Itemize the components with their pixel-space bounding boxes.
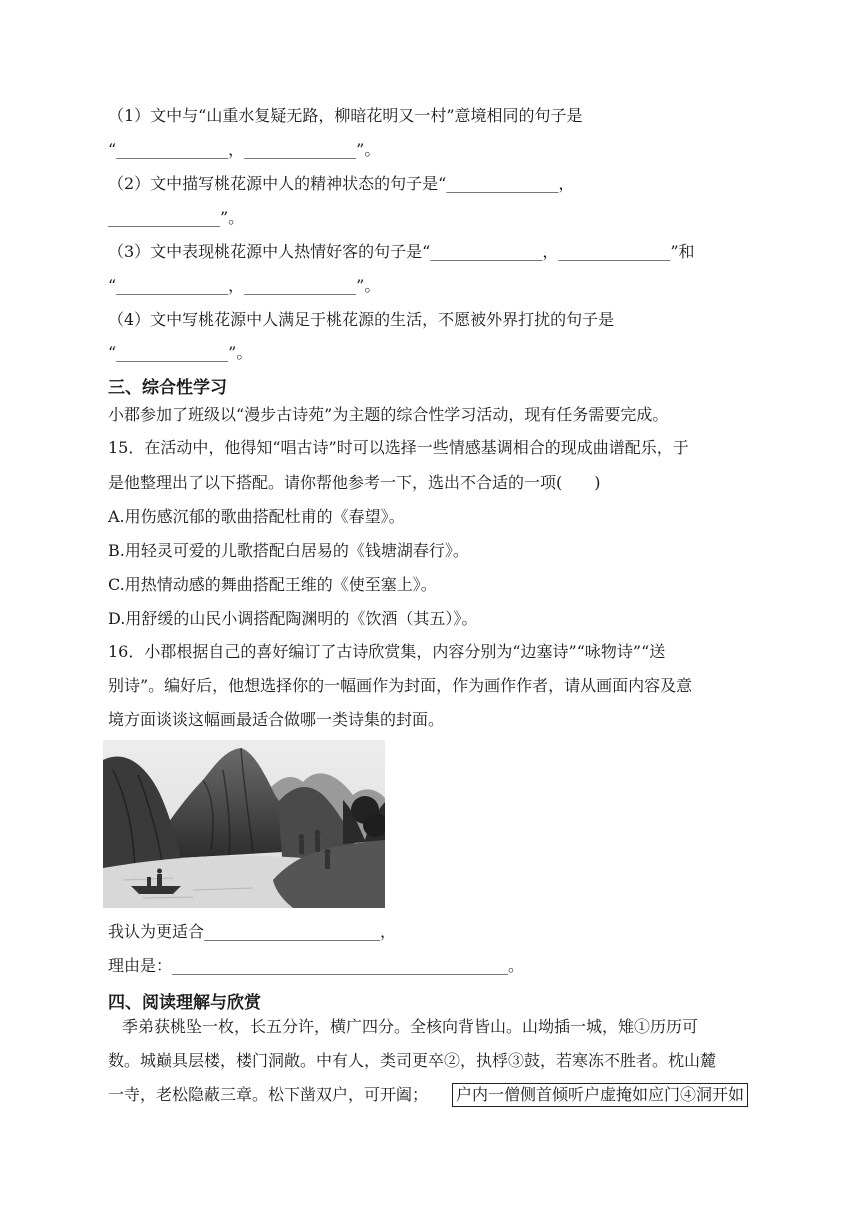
q15-option-c: C.用热情动感的舞曲搭配王维的《使至塞上》。 — [108, 575, 437, 594]
section3-intro: 小郡参加了班级以“漫步古诗苑”为主题的综合性学习活动，现有任务需要完成。 — [108, 405, 669, 424]
q15-option-b: B.用轻灵可爱的儿歌搭配白居易的《钱塘湖春行》。 — [108, 541, 469, 560]
passage-line-3: 一寺，老松隐蔽三章。松下凿双户，可开阖； — [108, 1085, 429, 1104]
q14-part2-line2: ______________”。 — [108, 208, 245, 227]
q14-part1-line2: “______________，______________”。 — [108, 140, 381, 159]
q15-line1: 15．在活动中，他得知“唱古诗”时可以选择一些情感基调相合的现成曲谱配乐，于 — [108, 438, 689, 457]
q16-line3: 境方面谈谈这幅画最适合做哪一类诗集的封面。 — [108, 710, 445, 729]
passage-boxed-sentence: 户内一僧侧首倾听户虚掩如应门④洞开如 — [452, 1083, 748, 1107]
q14-part4-line1: （4）文中写桃花源中人满足于桃花源的生活，不愿被外界打扰的句子是 — [108, 310, 615, 329]
q16-answer-choice: 我认为更适合______________________， — [108, 922, 397, 941]
q14-part3-line1: （3）文中表现桃花源中人热情好客的句子是“______________，______________”和 — [108, 242, 695, 261]
passage-line-1: 季弟获桃坠一枚，长五分许，横广四分。全核向背皆山。山坳插一城，雉①历历可 — [122, 1017, 699, 1036]
q14-part1-line1: （1）文中与“山重水复疑无路，柳暗花明又一村”意境相同的句子是 — [108, 106, 583, 125]
q15-option-a: A.用伤感沉郁的歌曲搭配杜甫的《春望》。 — [108, 507, 405, 526]
landscape-painting-image — [103, 740, 385, 908]
q15-option-d: D.用舒缓的山民小调搭配陶渊明的《饮酒（其五）》。 — [108, 609, 478, 628]
q14-part2-line1: （2）文中描写桃花源中人的精神状态的句子是“______________， — [108, 174, 575, 193]
q16-line1: 16．小郡根据自己的喜好编订了古诗欣赏集，内容分别为“边塞诗”“咏物诗”“送 — [108, 642, 666, 661]
passage-line-2: 数。城巅具层楼，楼门洞敞。中有人，类司更卒②，执桴③鼓，若寒冻不胜者。枕山麓 — [108, 1051, 717, 1070]
section3-heading: 三、综合性学习 — [108, 378, 227, 398]
q14-part4-line2: “______________”。 — [108, 343, 253, 362]
section4-heading: 四、阅读理解与欣赏 — [108, 993, 261, 1013]
q14-part3-line2: “______________，______________”。 — [108, 276, 381, 295]
q15-line2: 是他整理出了以下搭配。请你帮他参考一下，选出不合适的一项( ) — [108, 473, 601, 492]
q16-line2: 别诗”。编好后，他想选择你的一幅画作为封面，作为画作作者，请从画面内容及意 — [108, 676, 693, 695]
q16-answer-reason: 理由是：__________________________________________。 — [108, 956, 525, 975]
